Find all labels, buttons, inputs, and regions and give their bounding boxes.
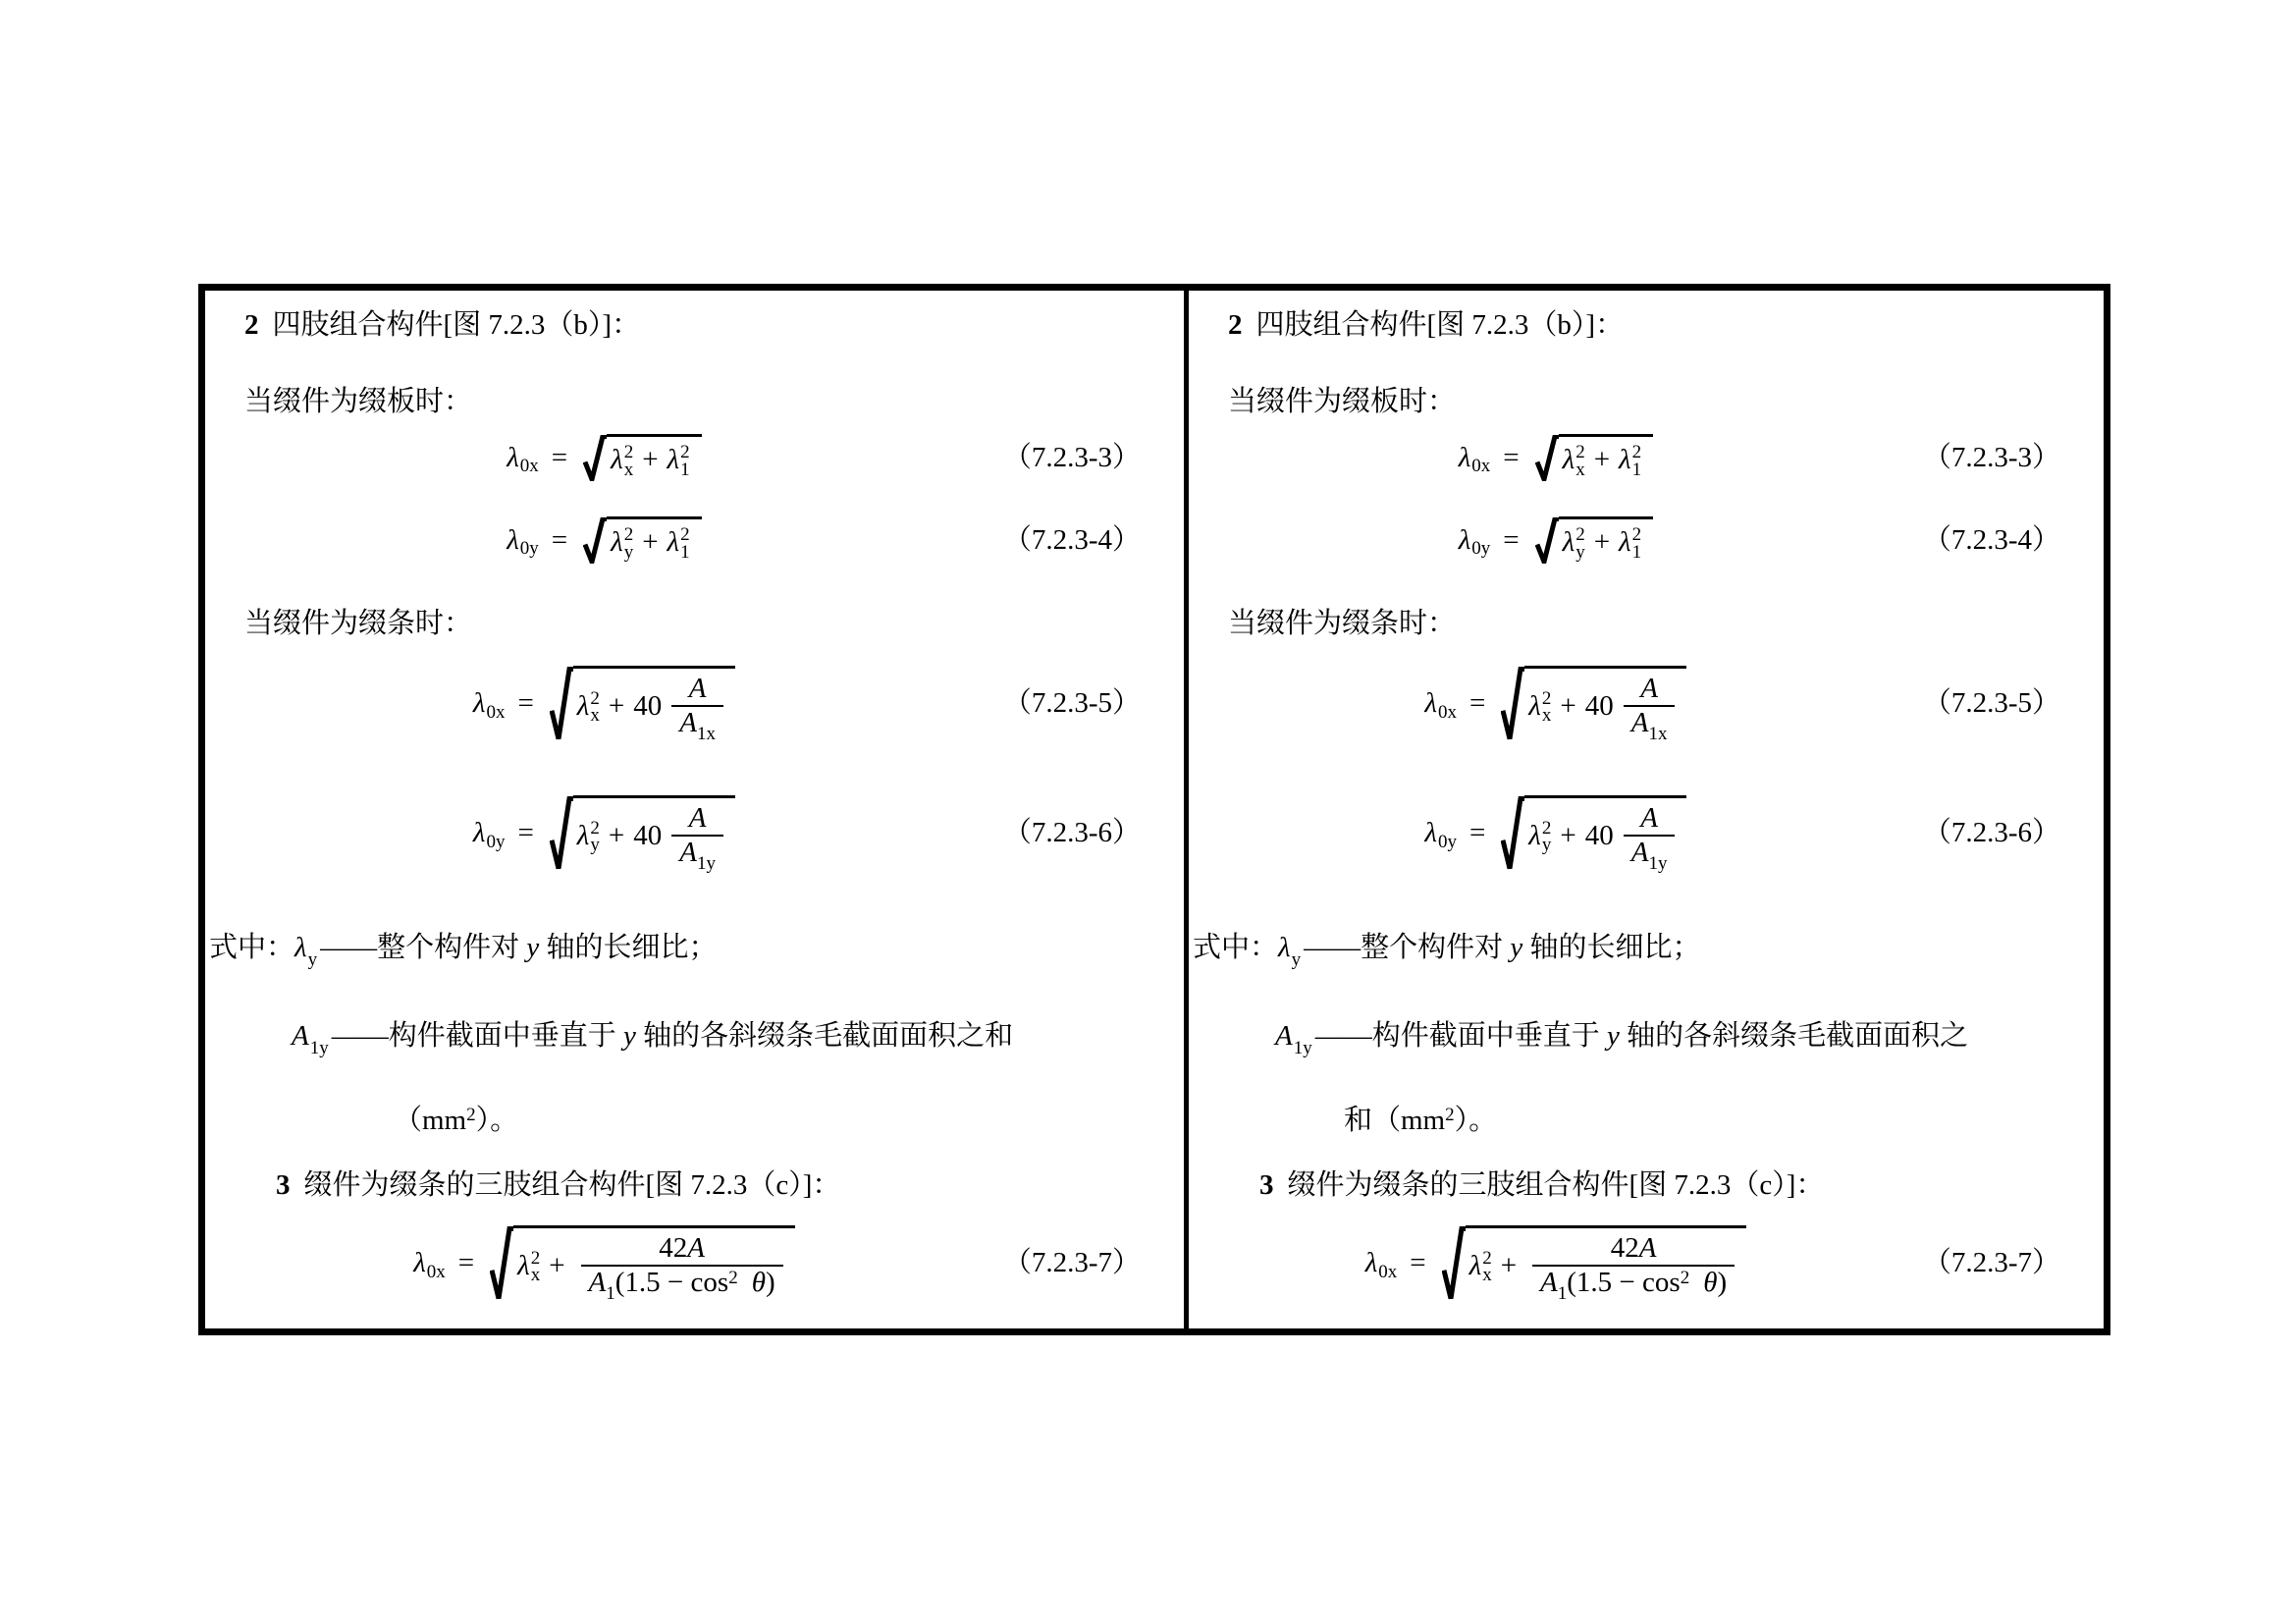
equation-723-4-row — [1189, 516, 2104, 564]
lambda-symbol: λ — [294, 932, 307, 963]
superscript-2: 2 — [590, 818, 600, 839]
theta-symbol: θ — [1703, 1267, 1718, 1299]
sup-sub-stack — [1541, 688, 1552, 727]
fraction-denominator — [1624, 835, 1676, 875]
A-symbol: A — [588, 1267, 607, 1299]
heading-3-text: 缀件为缀条的三肢组合构件[图 7.2.3（c）]： — [303, 1169, 841, 1201]
fraction-numerator: A — [1640, 802, 1658, 834]
coefficient-40: 40 — [633, 689, 663, 722]
superscript-2: 2 — [530, 1248, 541, 1270]
lambda-symbol: λ — [1562, 444, 1575, 475]
plus-sign: + — [642, 444, 659, 475]
heading-3-text: 缀件为缀条的三肢组合构件[图 7.2.3（c）]： — [1287, 1169, 1825, 1201]
fraction — [1624, 802, 1676, 875]
equals-sign: = — [1468, 687, 1486, 720]
equation-723-3-row — [205, 434, 1184, 481]
fraction — [1532, 1232, 1735, 1305]
plus-sign: + — [1500, 1249, 1518, 1281]
equation-723-6-row — [1189, 795, 2104, 875]
subscript-x: x — [1541, 705, 1552, 727]
equation-723-5-row — [205, 666, 1184, 745]
subscript-y: y — [623, 541, 634, 563]
fraction-numerator — [651, 1232, 713, 1265]
definition-dash: —— — [1314, 1020, 1372, 1052]
lambda-symbol: λ — [1458, 441, 1471, 473]
where-prefix: 式中： — [1193, 932, 1279, 963]
subscript-1y: 1y — [1648, 853, 1668, 875]
superscript-2: 2 — [1541, 688, 1552, 710]
superscript-2: 2 — [680, 442, 690, 463]
lambda-symbol: λ — [517, 1249, 530, 1281]
fraction-denominator — [1532, 1265, 1735, 1305]
definition-text: 轴的长细比； — [539, 932, 718, 963]
radicand — [607, 516, 701, 564]
subscript-1x: 1x — [1648, 724, 1668, 745]
A-symbol: A — [1540, 1267, 1558, 1299]
subscript-y: y — [1541, 835, 1552, 856]
superscript-2: 2 — [728, 1268, 738, 1289]
condition-plate-text: 当缀件为缀板时： — [1228, 386, 1457, 417]
plus-sign: + — [1560, 819, 1576, 851]
subscript-1y: 1y — [309, 1038, 329, 1058]
where-line — [205, 929, 1184, 970]
equals-sign: = — [551, 523, 568, 556]
sup-sub-stack — [1631, 442, 1642, 480]
sup-sub-stack — [1575, 524, 1585, 563]
subscript-x: x — [623, 459, 634, 480]
heading-2-text: 四肢组合构件[图 7.2.3（b）]： — [272, 309, 641, 341]
equals-sign: = — [1468, 817, 1486, 849]
subscript-1: 1 — [606, 1283, 615, 1305]
y-axis-symbol: y — [526, 932, 540, 963]
coefficient-40: 40 — [1584, 689, 1614, 722]
subscript-1y: 1y — [696, 853, 716, 875]
equation-723-4-row — [205, 516, 1184, 564]
radicand — [1524, 795, 1686, 875]
A-symbol: A — [679, 837, 697, 869]
denominator-text: ) — [1717, 1267, 1728, 1299]
item-number: 2 — [1228, 309, 1243, 341]
square-root — [1501, 795, 1686, 875]
content-box — [198, 284, 2110, 1335]
sqrt-radical-icon — [1535, 517, 1559, 564]
superscript-2: 2 — [1541, 818, 1552, 839]
lambda-symbol: λ — [413, 1247, 426, 1279]
item-number: 2 — [244, 309, 259, 341]
square-root — [550, 666, 735, 745]
equation-723-6-row — [205, 795, 1184, 875]
sqrt-radical-icon — [583, 517, 607, 564]
lambda-symbol: λ — [1619, 444, 1631, 475]
unit-text: ）。 — [1454, 1105, 1498, 1136]
superscript-2: 2 — [1680, 1268, 1690, 1289]
lambda-symbol: λ — [1528, 689, 1541, 722]
subscript-x: x — [590, 705, 600, 727]
fraction — [671, 673, 723, 745]
fraction — [1624, 673, 1676, 745]
lambda-symbol: λ — [507, 523, 519, 556]
sup-sub-stack — [1575, 442, 1585, 480]
condition-bar-text: 当缀件为缀条时： — [1228, 608, 1457, 639]
sup-sub-stack — [623, 442, 634, 480]
equation-number: （7.2.3-5） — [1922, 687, 2060, 720]
square-root — [1535, 516, 1653, 564]
superscript-2: 2 — [1445, 1105, 1455, 1125]
fraction — [671, 802, 723, 875]
plus-sign: + — [642, 526, 659, 558]
formula-723-5 — [1189, 666, 1923, 745]
lambda-symbol: λ — [1278, 932, 1291, 963]
square-root — [490, 1225, 794, 1305]
square-root — [1501, 666, 1686, 745]
denominator-text: (1.5 − cos — [1567, 1267, 1681, 1299]
subscript-1y: 1y — [1293, 1038, 1312, 1058]
subscript-1: 1 — [680, 459, 690, 480]
where-line — [1189, 929, 2104, 970]
sqrt-radical-icon — [550, 796, 573, 872]
plus-sign: + — [1560, 689, 1576, 722]
subscript-0x: 0x — [519, 456, 539, 477]
equation-number: （7.2.3-6） — [1922, 817, 2060, 849]
superscript-2: 2 — [623, 442, 634, 463]
superscript-2: 2 — [1631, 524, 1642, 546]
equation-number: （7.2.3-5） — [1002, 687, 1141, 720]
square-root — [1535, 434, 1653, 481]
formula-723-4 — [1189, 516, 1923, 564]
subscript-1: 1 — [1557, 1283, 1568, 1305]
superscript-2: 2 — [1575, 442, 1585, 463]
subscript-0x: 0x — [1437, 702, 1457, 724]
equals-sign: = — [1410, 1247, 1426, 1279]
condition-bar-line — [1189, 605, 2104, 643]
square-root — [583, 516, 701, 564]
a1y-definition-wrap-line — [205, 1102, 1184, 1140]
definition-text: 构件截面中垂直于 — [1371, 1020, 1607, 1052]
radicand — [1466, 1225, 1746, 1305]
fraction-denominator — [671, 705, 723, 745]
sqrt-radical-icon — [1535, 435, 1559, 481]
definition-text: 整个构件对 — [1361, 932, 1511, 963]
lambda-symbol: λ — [611, 526, 623, 558]
fraction-numerator — [1603, 1232, 1665, 1265]
superscript-2: 2 — [1631, 442, 1642, 463]
lambda-symbol: λ — [1562, 526, 1575, 558]
square-root — [1442, 1225, 1746, 1305]
sup-sub-stack — [680, 524, 690, 563]
subscript-y: y — [1291, 949, 1302, 970]
equation-number: （7.2.3-3） — [1002, 441, 1141, 473]
A-symbol: A — [687, 1232, 705, 1264]
radicand — [607, 434, 701, 481]
condition-bar-text: 当缀件为缀条时： — [244, 608, 473, 639]
equals-sign: = — [1503, 441, 1520, 473]
sqrt-radical-icon — [1501, 796, 1524, 872]
heading-3-line — [1189, 1166, 2104, 1205]
sup-sub-stack — [623, 524, 634, 563]
theta-symbol: θ — [751, 1267, 766, 1299]
superscript-2: 2 — [1482, 1248, 1492, 1270]
fraction-numerator: A — [688, 673, 707, 704]
radicand — [1524, 666, 1686, 745]
lambda-symbol: λ — [1468, 1249, 1482, 1281]
unit-text: 和（mm — [1344, 1105, 1446, 1136]
lambda-symbol: λ — [472, 817, 486, 849]
a1y-definition-wrap-line — [1189, 1102, 2104, 1140]
radicand — [573, 795, 735, 875]
lambda-symbol: λ — [1424, 687, 1437, 720]
formula-723-6 — [1189, 795, 1923, 875]
fraction-numerator: A — [1640, 673, 1658, 704]
y-axis-symbol: y — [1606, 1020, 1620, 1052]
equation-723-7-row — [205, 1225, 1184, 1305]
equation-number: （7.2.3-3） — [1922, 441, 2060, 473]
where-prefix: 式中： — [209, 932, 295, 963]
equation-number: （7.2.3-4） — [1922, 523, 2060, 556]
equation-number: （7.2.3-7） — [1002, 1247, 1141, 1279]
sqrt-radical-icon — [583, 435, 607, 481]
subscript-x: x — [1575, 459, 1585, 480]
definition-text: 轴的各斜缀条毛截面面积之 — [1619, 1020, 1969, 1052]
formula-723-6 — [205, 795, 1003, 875]
sup-sub-stack — [1631, 524, 1642, 563]
plus-sign: + — [1593, 526, 1611, 558]
heading-3-line — [205, 1166, 1184, 1205]
fraction-denominator — [581, 1265, 783, 1305]
fraction — [581, 1232, 783, 1305]
lambda-symbol: λ — [611, 444, 623, 475]
subscript-1: 1 — [1631, 541, 1642, 563]
condition-bar-line — [205, 605, 1184, 643]
fraction-denominator — [1624, 705, 1676, 745]
plus-sign: + — [608, 819, 625, 851]
A-symbol: A — [1630, 707, 1649, 739]
definition-text: 构件截面中垂直于 — [388, 1020, 623, 1052]
lambda-symbol: λ — [1424, 817, 1437, 849]
superscript-2: 2 — [590, 688, 600, 710]
equation-723-5-row — [1189, 666, 2104, 745]
definition-dash: —— — [320, 932, 378, 963]
subscript-1: 1 — [1631, 459, 1642, 480]
superscript-2: 2 — [623, 524, 634, 546]
radicand — [573, 666, 735, 745]
subscript-x: x — [1482, 1265, 1492, 1286]
heading-2-text: 四肢组合构件[图 7.2.3（b）]： — [1255, 309, 1625, 341]
A-symbol: A — [292, 1020, 309, 1052]
definition-text: 整个构件对 — [377, 932, 527, 963]
denominator-text: ) — [765, 1267, 775, 1299]
coefficient-40: 40 — [1584, 819, 1614, 851]
fraction-numerator: A — [688, 802, 707, 834]
condition-plate-line — [205, 383, 1184, 421]
superscript-2: 2 — [680, 524, 690, 546]
subscript-0y: 0y — [1437, 832, 1457, 853]
left-column — [205, 291, 1184, 1328]
equation-number: （7.2.3-4） — [1002, 523, 1141, 556]
subscript-y: y — [590, 835, 600, 856]
definition-text: 轴的各斜缀条毛截面面积之和 — [635, 1020, 1014, 1052]
heading-2-line — [1189, 306, 2104, 345]
subscript-y: y — [1575, 541, 1585, 563]
radicand — [1559, 434, 1653, 481]
coefficient-40: 40 — [633, 819, 663, 851]
A-symbol: A — [1630, 837, 1649, 869]
square-root — [583, 434, 701, 481]
definition-dash: —— — [331, 1020, 389, 1052]
lambda-symbol: λ — [576, 689, 590, 722]
formula-723-4 — [205, 516, 1003, 564]
formula-723-3 — [205, 434, 1003, 481]
condition-plate-line — [1189, 383, 2104, 421]
subscript-0x: 0x — [1378, 1262, 1398, 1283]
unit-text: （mm — [394, 1105, 467, 1136]
y-axis-symbol: y — [1510, 932, 1523, 963]
subscript-0x: 0x — [486, 702, 506, 724]
sup-sub-stack — [1482, 1248, 1492, 1286]
sup-sub-stack — [1541, 818, 1552, 856]
radicand — [513, 1225, 794, 1305]
lambda-symbol: λ — [1528, 819, 1541, 851]
equation-723-3-row — [1189, 434, 2104, 481]
heading-2-line — [205, 306, 1184, 345]
condition-plate-text: 当缀件为缀板时： — [244, 386, 473, 417]
subscript-1: 1 — [680, 541, 690, 563]
superscript-2: 2 — [466, 1105, 476, 1125]
equals-sign: = — [517, 687, 534, 720]
subscript-0y: 0y — [486, 832, 506, 853]
sup-sub-stack — [590, 818, 600, 856]
equation-number: （7.2.3-7） — [1922, 1247, 2060, 1279]
sup-sub-stack — [590, 688, 600, 727]
sup-sub-stack — [530, 1248, 541, 1286]
a1y-definition-line — [1189, 1017, 2104, 1056]
plus-sign: + — [1593, 444, 1611, 475]
plus-sign: + — [549, 1249, 565, 1281]
subscript-y: y — [307, 949, 318, 970]
item-number: 3 — [1259, 1169, 1274, 1201]
fraction-denominator — [671, 835, 723, 875]
coefficient-42: 42 — [659, 1232, 688, 1264]
equation-723-7-row — [1189, 1225, 2104, 1305]
subscript-x: x — [530, 1265, 541, 1286]
sup-sub-stack — [680, 442, 690, 480]
subscript-0x: 0x — [426, 1262, 446, 1283]
definition-dash: —— — [1304, 932, 1362, 963]
sqrt-radical-icon — [1501, 667, 1524, 742]
A-symbol: A — [679, 707, 697, 739]
coefficient-42: 42 — [1610, 1232, 1639, 1264]
definition-text: 轴的长细比； — [1522, 932, 1701, 963]
plus-sign: + — [608, 689, 625, 722]
sqrt-radical-icon — [490, 1226, 513, 1302]
lambda-symbol: λ — [667, 444, 680, 475]
lambda-symbol: λ — [1458, 523, 1471, 556]
subscript-0y: 0y — [519, 538, 539, 560]
lambda-symbol: λ — [576, 819, 590, 851]
item-number: 3 — [276, 1169, 291, 1201]
A-symbol: A — [1638, 1232, 1657, 1264]
a1y-definition-line — [205, 1017, 1184, 1056]
right-column — [1184, 291, 2104, 1328]
lambda-symbol: λ — [1619, 526, 1631, 558]
lambda-symbol: λ — [667, 526, 680, 558]
formula-723-7 — [205, 1225, 1003, 1305]
equals-sign: = — [457, 1247, 475, 1279]
equals-sign: = — [517, 817, 534, 849]
subscript-0y: 0y — [1471, 538, 1491, 560]
formula-723-3 — [1189, 434, 1923, 481]
lambda-symbol: λ — [1364, 1247, 1378, 1279]
superscript-2: 2 — [1575, 524, 1585, 546]
unit-text: ）。 — [475, 1105, 519, 1136]
lambda-symbol: λ — [507, 441, 519, 473]
y-axis-symbol: y — [622, 1020, 636, 1052]
square-root — [550, 795, 735, 875]
equals-sign: = — [1503, 523, 1520, 556]
subscript-0x: 0x — [1471, 456, 1491, 477]
sqrt-radical-icon — [1442, 1226, 1466, 1302]
equals-sign: = — [551, 441, 568, 473]
equation-number: （7.2.3-6） — [1002, 817, 1141, 849]
lambda-symbol: λ — [472, 687, 486, 720]
formula-723-7 — [1189, 1225, 1923, 1305]
formula-723-5 — [205, 666, 1003, 745]
denominator-text: (1.5 − cos — [614, 1267, 729, 1299]
subscript-1x: 1x — [696, 724, 716, 745]
A-symbol: A — [1275, 1020, 1293, 1052]
sqrt-radical-icon — [550, 667, 573, 742]
radicand — [1559, 516, 1653, 564]
